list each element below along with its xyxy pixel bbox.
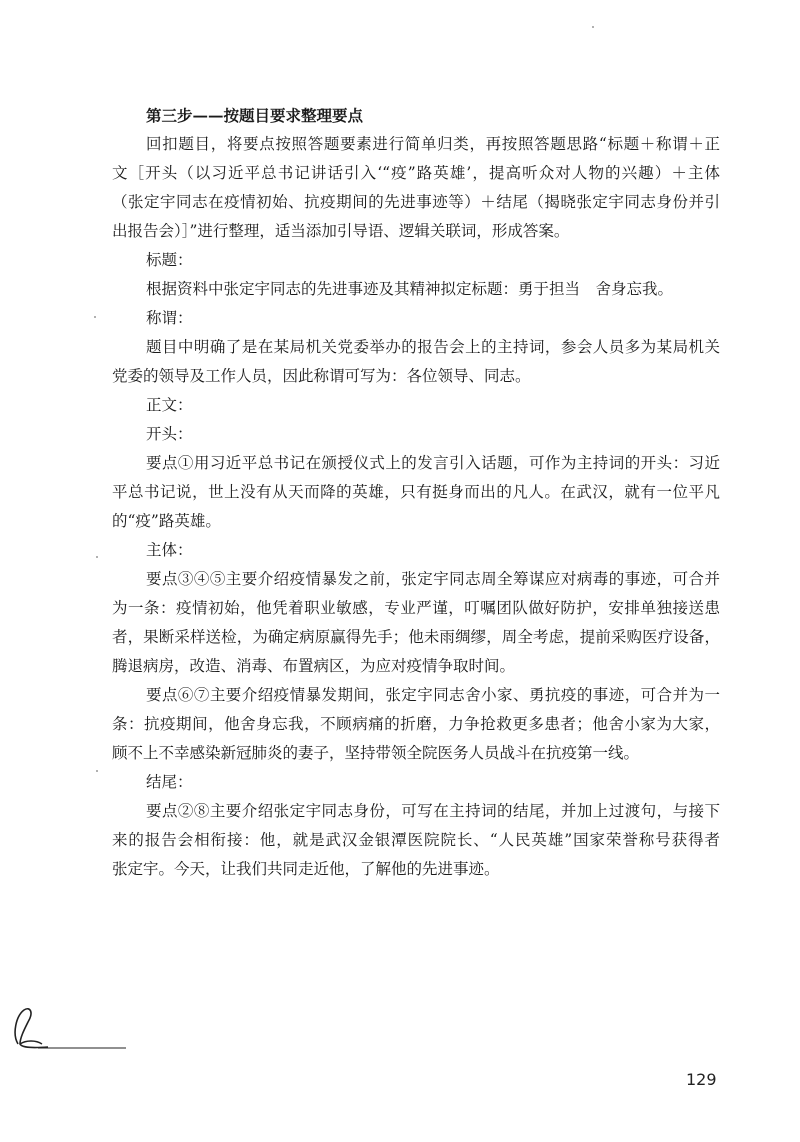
title-text: 根据资料中张定宇同志的先进事迹及其精神拟定标题：勇于担当 舍身忘我。	[146, 280, 674, 298]
main-para1-line-2: 为一条：疫情初始，他凭着职业敏感，专业严谨，叮嘱团队做好防护，安排单独接送患	[112, 599, 720, 617]
intro-line-4: 出报告会）］”进行整理，适当添加引导语、逻辑关联词，形成答案。	[112, 222, 570, 240]
intro-line-3: （张定宇同志在疫情初始、抗疫期间的先进事迹等）＋结尾（揭晓张定宇同志身份并引	[112, 193, 720, 211]
ending-line-3: 张定宇。今天，让我们共同走近他，了解他的先进事迹。	[112, 860, 500, 878]
main-para1-line-1: 要点③④⑤主要介绍疫情暴发之前，张定宇同志周全筹谋应对病毒的事迹，可合并	[146, 570, 720, 588]
scan-speck	[96, 556, 98, 558]
salutation-line-2: 党委的领导及工作人员，因此称谓可写为：各位领导、同志。	[112, 367, 531, 385]
scan-speck	[94, 316, 96, 318]
intro-line-2: 文［开头（以习近平总书记讲话引入‘“疫”路英雄’，提高听众对人物的兴趣）＋主体	[112, 164, 720, 182]
main-para2-line-2: 条：抗疫期间，他舍身忘我，不顾病痛的折磨，力争抢救更多患者；他舍小家为大家，	[112, 715, 720, 733]
intro-line-1: 回扣题目，将要点按照答题要素进行简单归类，再按照答题思路“标题＋称谓＋正	[146, 135, 720, 153]
salutation-label: 称谓：	[146, 309, 193, 327]
scan-speck	[592, 26, 594, 28]
body-label: 正文：	[146, 396, 193, 414]
main-label: 主体：	[146, 541, 193, 559]
opening-label: 开头：	[146, 425, 193, 443]
main-para1-line-3: 者，果断采样送检，为确定病原赢得先手；他未雨绸缪，周全考虑，提前采购医疗设备，	[112, 628, 720, 646]
step-heading: 第三步——按题目要求整理要点	[146, 106, 364, 125]
document-body	[112, 101, 720, 884]
salutation-line-1: 题目中明确了是在某局机关党委举办的报告会上的主持词，参会人员多为某局机关	[146, 338, 720, 356]
ending-line-1: 要点②⑧主要介绍张定宇同志身份，可写在主持词的结尾，并加上过渡句，与接下	[146, 802, 720, 820]
main-para1-line-4: 腾退病房，改造、消毒、布置病区，为应对疫情争取时间。	[112, 657, 516, 675]
ending-label: 结尾：	[146, 773, 193, 791]
main-para2-line-1: 要点⑥⑦主要介绍疫情暴发期间，张定宇同志舍小家、勇抗疫的事迹，可合并为一	[146, 686, 720, 704]
opening-line-1: 要点①用习近平总书记在颁授仪式上的发言引入话题，可作为主持词的开头：习近	[146, 454, 720, 472]
scan-speck	[96, 770, 98, 772]
ending-line-2: 来的报告会相衔接：他，就是武汉金银潭医院院长、“人民英雄”国家荣誉称号获得者	[112, 831, 720, 849]
page-number: 129	[686, 1070, 717, 1089]
main-para2-line-3: 顾不上不幸感染新冠肺炎的妻子，坚持带领全院医务人员战斗在抗疫第一线。	[112, 744, 640, 762]
title-label: 标题：	[146, 251, 193, 269]
pen-signature-icon	[8, 1004, 128, 1054]
opening-line-2: 平总书记说，世上没有从天而降的英雄，只有挺身而出的凡人。在武汉，就有一位平凡	[112, 483, 720, 501]
opening-line-3: 的“疫”路英雄。	[112, 512, 221, 530]
